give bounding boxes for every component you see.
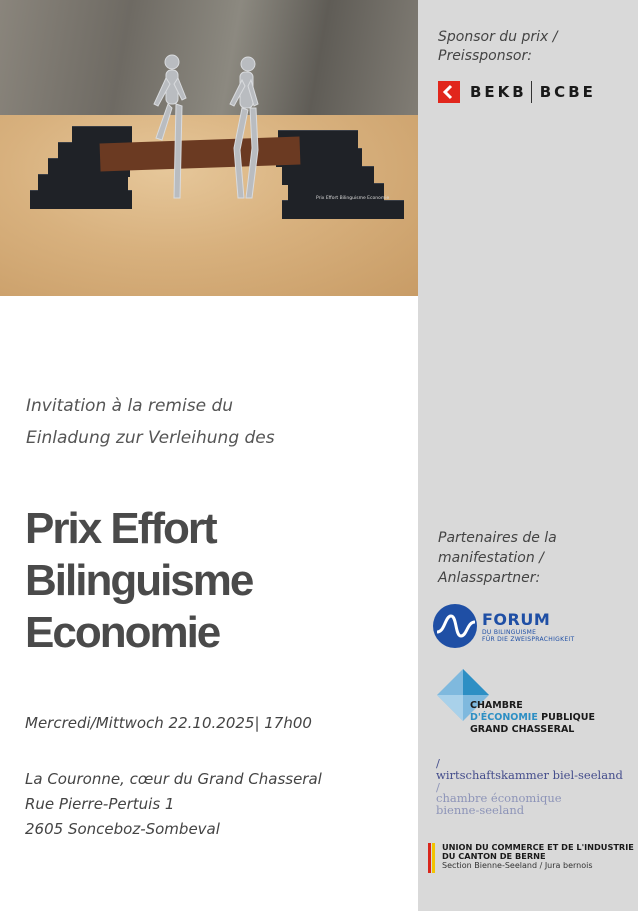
wk-line: bienne-seeland	[436, 803, 525, 817]
ucib-logo	[428, 843, 634, 873]
forum-wave-icon	[431, 602, 479, 650]
bekb-text: BEKB	[470, 83, 527, 101]
chambre-line: D'ÉCONOMIE	[470, 712, 538, 723]
forum-subtitle: DU BILINGUISME	[482, 628, 537, 636]
bcbe-text: BCBE	[539, 83, 596, 101]
bekb-logo	[438, 81, 596, 103]
sponsor-label-line: Preissponsor:	[438, 48, 532, 64]
book-stack-right	[282, 200, 404, 219]
plaque-text: Prix Effort Bilinguisme Economie	[316, 196, 390, 201]
wk-line: chambre économique	[436, 791, 562, 805]
wk-line: wirtschaftskammer biel-seeland	[436, 768, 623, 782]
event-street: Rue Pierre-Pertuis 1	[25, 795, 175, 813]
chambre-logo	[437, 667, 595, 735]
wk-slash: /	[436, 780, 440, 794]
event-venue: La Couronne, cœur du Grand Chasseral	[25, 770, 322, 788]
bekb-mark-icon	[438, 81, 460, 103]
ucib-line: Section Bienne-Seeland / Jura bernois	[442, 861, 593, 870]
wirtschaftskammer-logo	[436, 758, 623, 816]
hero-photo	[0, 0, 418, 296]
prize-title-line: Economie	[25, 608, 220, 657]
prize-title-line: Bilinguisme	[25, 556, 253, 605]
sponsor-label	[438, 28, 628, 66]
invitation-text	[26, 390, 275, 454]
event-date: Mercredi/Mittwoch 22.10.2025| 17h00	[25, 714, 312, 732]
chambre-line: GRAND CHASSERAL	[470, 724, 575, 735]
partners-label-line: Partenaires de la	[438, 530, 557, 546]
forum-logo	[431, 602, 574, 650]
sponsor-label-line: Sponsor du prix /	[438, 29, 558, 45]
event-address	[25, 767, 322, 842]
silver-figures	[140, 48, 270, 208]
partners-label-line: manifestation /	[438, 550, 544, 566]
chambre-line: CHAMBRE	[470, 700, 523, 711]
partners-label-line: Anlasspartner:	[438, 570, 541, 586]
ucib-bar-icon	[428, 843, 431, 873]
forum-subtitle: FÜR DIE ZWEISPRACHIGKEIT	[482, 635, 575, 643]
forum-title: FORUM	[482, 609, 551, 629]
partners-label	[438, 528, 603, 588]
wk-slash: /	[436, 756, 440, 770]
bekb-separator	[531, 81, 532, 103]
prize-title	[25, 503, 252, 659]
ucib-line: DU CANTON DE BERNE	[442, 851, 546, 861]
invitation-line-de: Einladung zur Verleihung des	[26, 428, 275, 448]
ucib-line: UNION DU COMMERCE ET DE L'INDUSTRIE	[442, 842, 634, 852]
event-city: 2605 Sonceboz-Sombeval	[25, 820, 220, 838]
prize-title-line: Prix Effort	[25, 504, 216, 553]
chambre-line: PUBLIQUE	[537, 712, 595, 723]
invitation-line-fr: Invitation à la remise du	[26, 396, 234, 416]
book-stack-right	[282, 166, 374, 185]
ucib-bar-icon	[432, 843, 435, 873]
